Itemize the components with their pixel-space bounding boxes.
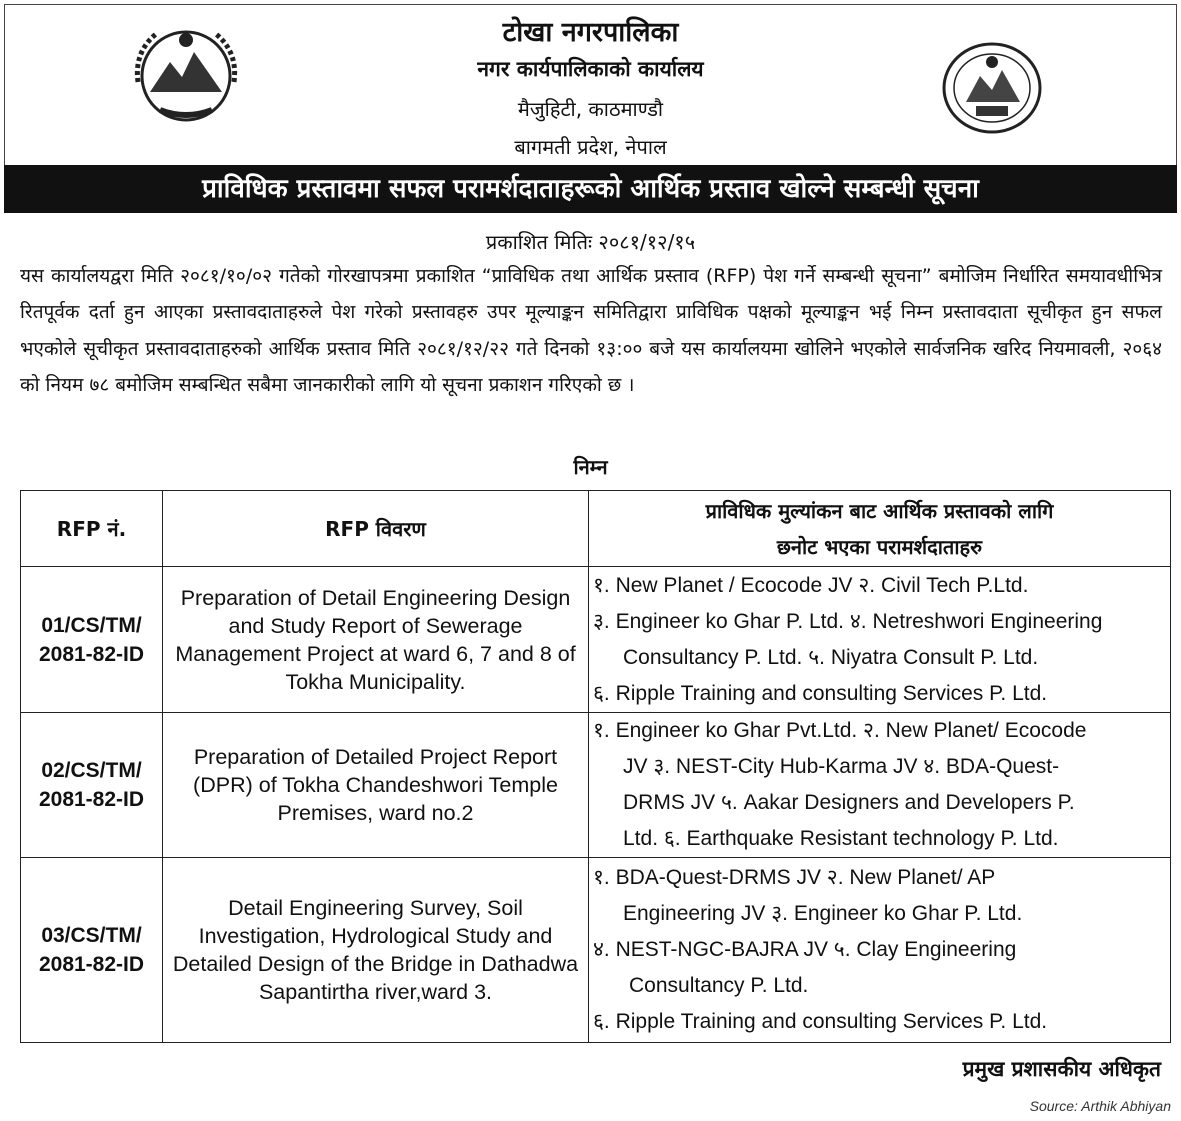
table-row: [21, 713, 1171, 858]
office-address: मैजुहिटी, काठमाण्डौ: [517, 97, 664, 121]
consultant-line: DRMS JV ५. Aakar Designers and Developers P.: [623, 791, 1075, 814]
rfp-number: [21, 713, 163, 858]
consultant-line: १. Engineer ko Ghar Pvt.Ltd. २. New Planet/ Ecocode: [593, 719, 1087, 742]
table-row: [21, 858, 1171, 1043]
consultant-list: [589, 567, 1171, 713]
header-consultants-line1: प्राविधिक मुल्यांकन बाट आर्थिक प्रस्तावको लागि: [705, 498, 1054, 523]
notice-body: यस कार्यालयद्वरा मिति २०८१/१०/०२ गतेको गोरखापत्रमा प्रकाशित “प्राविधिक तथा आर्थिक प्रस्ताव (RFP) पेश गर्ने सम्बन्धी सूचना” बमोजिम निर्धारित समयावधीभित्र रितपूर्वक दर्ता हुन आएका प्रस्तावदाताहरुले पेश गरेको प्रस्तावहरु उपर मूल्याङ्कन समितिद्वारा प्राविधिक पक्षको मूल्याङ्कन भई निम्न प्रस्तावदाता सूचीकृत हुन सफल भएकोले सूचीकृत प्रस्तावदाताहरुको आर्थिक प्रस्ताव मिति २०८१/१२/२२ गते दिनको १३:०० बजे यस कार्यालयमा खोलिने भएकोले सार्वजनिक खरिद नियमावली, २०६४ को नियम ७८ बमोजिम सम्बन्धित सबैमा जानकारीको लागि यो सूचना प्रकाशन गरिएको छ ।: [20, 265, 1162, 397]
table-caption: निम्न: [573, 455, 608, 479]
consultant-line: Consultancy P. Ltd.: [629, 974, 809, 997]
header-rfp-no: RFP नं.: [21, 491, 163, 567]
consultant-line: ६. Ripple Training and consulting Services P. Ltd.: [593, 1010, 1048, 1033]
rfp-number: [21, 567, 163, 713]
rfp-number-line1: 01/CS/TM/: [41, 613, 142, 637]
rfp-description: Preparation of Detailed Project Report (DPR) of Tokha Chandeshwori Temple Premises, ward no.2: [163, 713, 589, 858]
consultant-list: [589, 858, 1171, 1043]
consultant-line: ४. NEST-NGC-BAJRA JV ५. Clay Engineering: [593, 938, 1017, 961]
consultants-table: [20, 490, 1171, 1043]
notice-title-banner: प्राविधिक प्रस्तावमा सफल परामर्शदाताहरूको आर्थिक प्रस्ताव खोल्ने सम्बन्धी सूचना: [4, 165, 1177, 213]
rfp-number: [21, 858, 163, 1043]
rfp-number-line1: 03/CS/TM/: [41, 924, 142, 947]
municipality-title: टोखा नगरपालिका: [502, 17, 679, 48]
consultant-line: Engineering JV ३. Engineer ko Ghar P. Ltd.: [623, 902, 1023, 925]
consultant-line: JV ३. NEST-City Hub-Karma JV ४. BDA-Quest-: [623, 755, 1060, 778]
consultant-list: [589, 713, 1171, 858]
rfp-number-line1: 02/CS/TM/: [41, 759, 142, 782]
province-country: बागमती प्रदेश, नेपाल: [514, 135, 667, 159]
published-date: प्रकाशित मितिः २०८१/१२/१५: [485, 230, 696, 254]
header-rfp-description: RFP विवरण: [163, 491, 589, 567]
rfp-number-line2: 2081-82-ID: [38, 953, 145, 976]
consultant-line: ६. Ripple Training and consulting Services P. Ltd.: [593, 681, 1048, 705]
consultant-line: Consultancy P. Ltd. ५. Niyatra Consult P. Ltd.: [623, 645, 1039, 669]
rfp-number-line2: 2081-82-ID: [38, 642, 145, 666]
signature-title: प्रमुख प्रशासकीय अधिकृत: [962, 1057, 1161, 1081]
table-header-row: [21, 491, 1171, 567]
source-credit: Source: Arthik Abhiyan: [1029, 1098, 1171, 1114]
table-row: [21, 567, 1171, 713]
consultant-line: १. BDA-Quest-DRMS JV २. New Planet/ AP: [593, 866, 996, 889]
header-consultants: [589, 491, 1171, 567]
consultant-line: ३. Engineer ko Ghar P. Ltd. ४. Netreshwori Engineering: [593, 609, 1103, 633]
rfp-description: Preparation of Detail Engineering Design and Study Report of Sewerage Management Project at ward 6, 7 and 8 of Tokha Municipality.: [163, 567, 589, 713]
consultant-line: Ltd. ६. Earthquake Resistant technology P. Ltd.: [623, 827, 1059, 850]
header-consultants-line2: छनोट भएका परामर्शदाताहरु: [776, 534, 983, 559]
consultant-line: १. New Planet / Ecocode JV २. Civil Tech P.Ltd.: [593, 573, 1029, 597]
rfp-description: Detail Engineering Survey, Soil Investigation, Hydrological Study and Detailed Design of the Bridge in Dathadwa Sapantirtha river,ward 3.: [163, 858, 589, 1043]
rfp-number-line2: 2081-82-ID: [38, 788, 145, 811]
office-name: नगर कार्यपालिकाको कार्यालय: [477, 57, 704, 81]
